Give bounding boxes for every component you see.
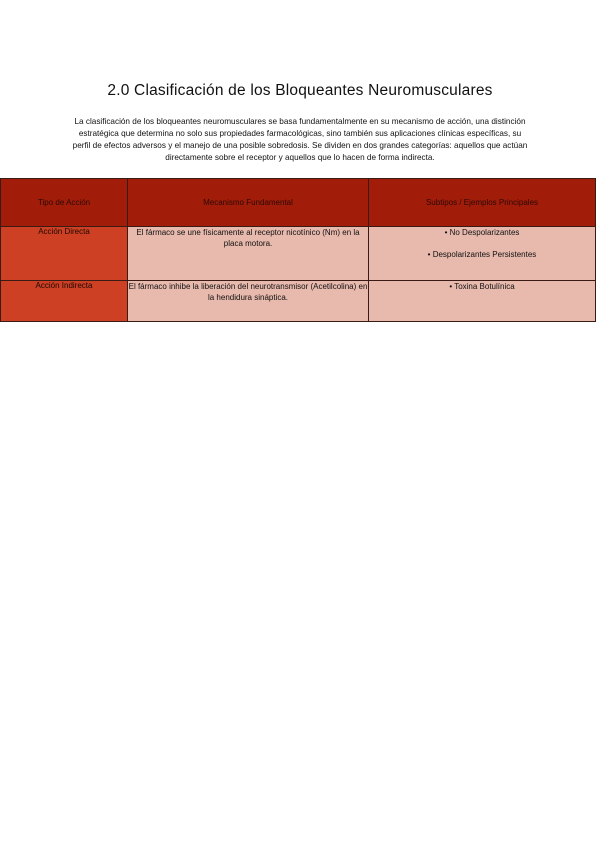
subtypes-cell xyxy=(369,281,596,322)
header-action-type: Tipo de Acción xyxy=(1,179,128,227)
table-row xyxy=(1,281,596,322)
table-row xyxy=(1,227,596,281)
mechanism-cell: El fármaco inhibe la liberación del neurotransmisor (Acetilcolina) en la hendidura sináptica. xyxy=(128,281,369,322)
subtypes-cell xyxy=(369,227,596,281)
subtype-item: • No Despolarizantes xyxy=(444,228,520,237)
intro-paragraph: La clasificación de los bloqueantes neuromusculares se basa fundamentalmente en su mecanismo de acción, una distinción estratégica que determina no solo sus propiedades farmacológicas, sino también sus aplicaciones clínicas específicas, su perfil de efectos adversos y el manejo de una posible sobredosis. Se dividen en dos grandes categorías: aquellos que actúan directamente sobre el receptor y aquellos que lo hacen de forma indirecta. xyxy=(72,117,528,163)
header-mechanism: Mecanismo Fundamental xyxy=(128,179,369,227)
table-header-row xyxy=(1,179,596,227)
subtype-item: • Toxina Botulínica xyxy=(449,282,515,291)
subtype-item: • Despolarizantes Persistentes xyxy=(427,250,537,259)
classification-table xyxy=(0,178,596,322)
mechanism-cell: El fármaco se une físicamente al receptor nicotínico (Nm) en la placa motora. xyxy=(128,227,369,281)
action-type-cell: Acción Indirecta xyxy=(1,281,128,322)
header-subtypes: Subtipos / Ejemplos Principales xyxy=(369,179,596,227)
page-title: 2.0 Clasificación de los Bloqueantes Neuromusculares xyxy=(107,82,493,100)
action-type-cell: Acción Directa xyxy=(1,227,128,281)
